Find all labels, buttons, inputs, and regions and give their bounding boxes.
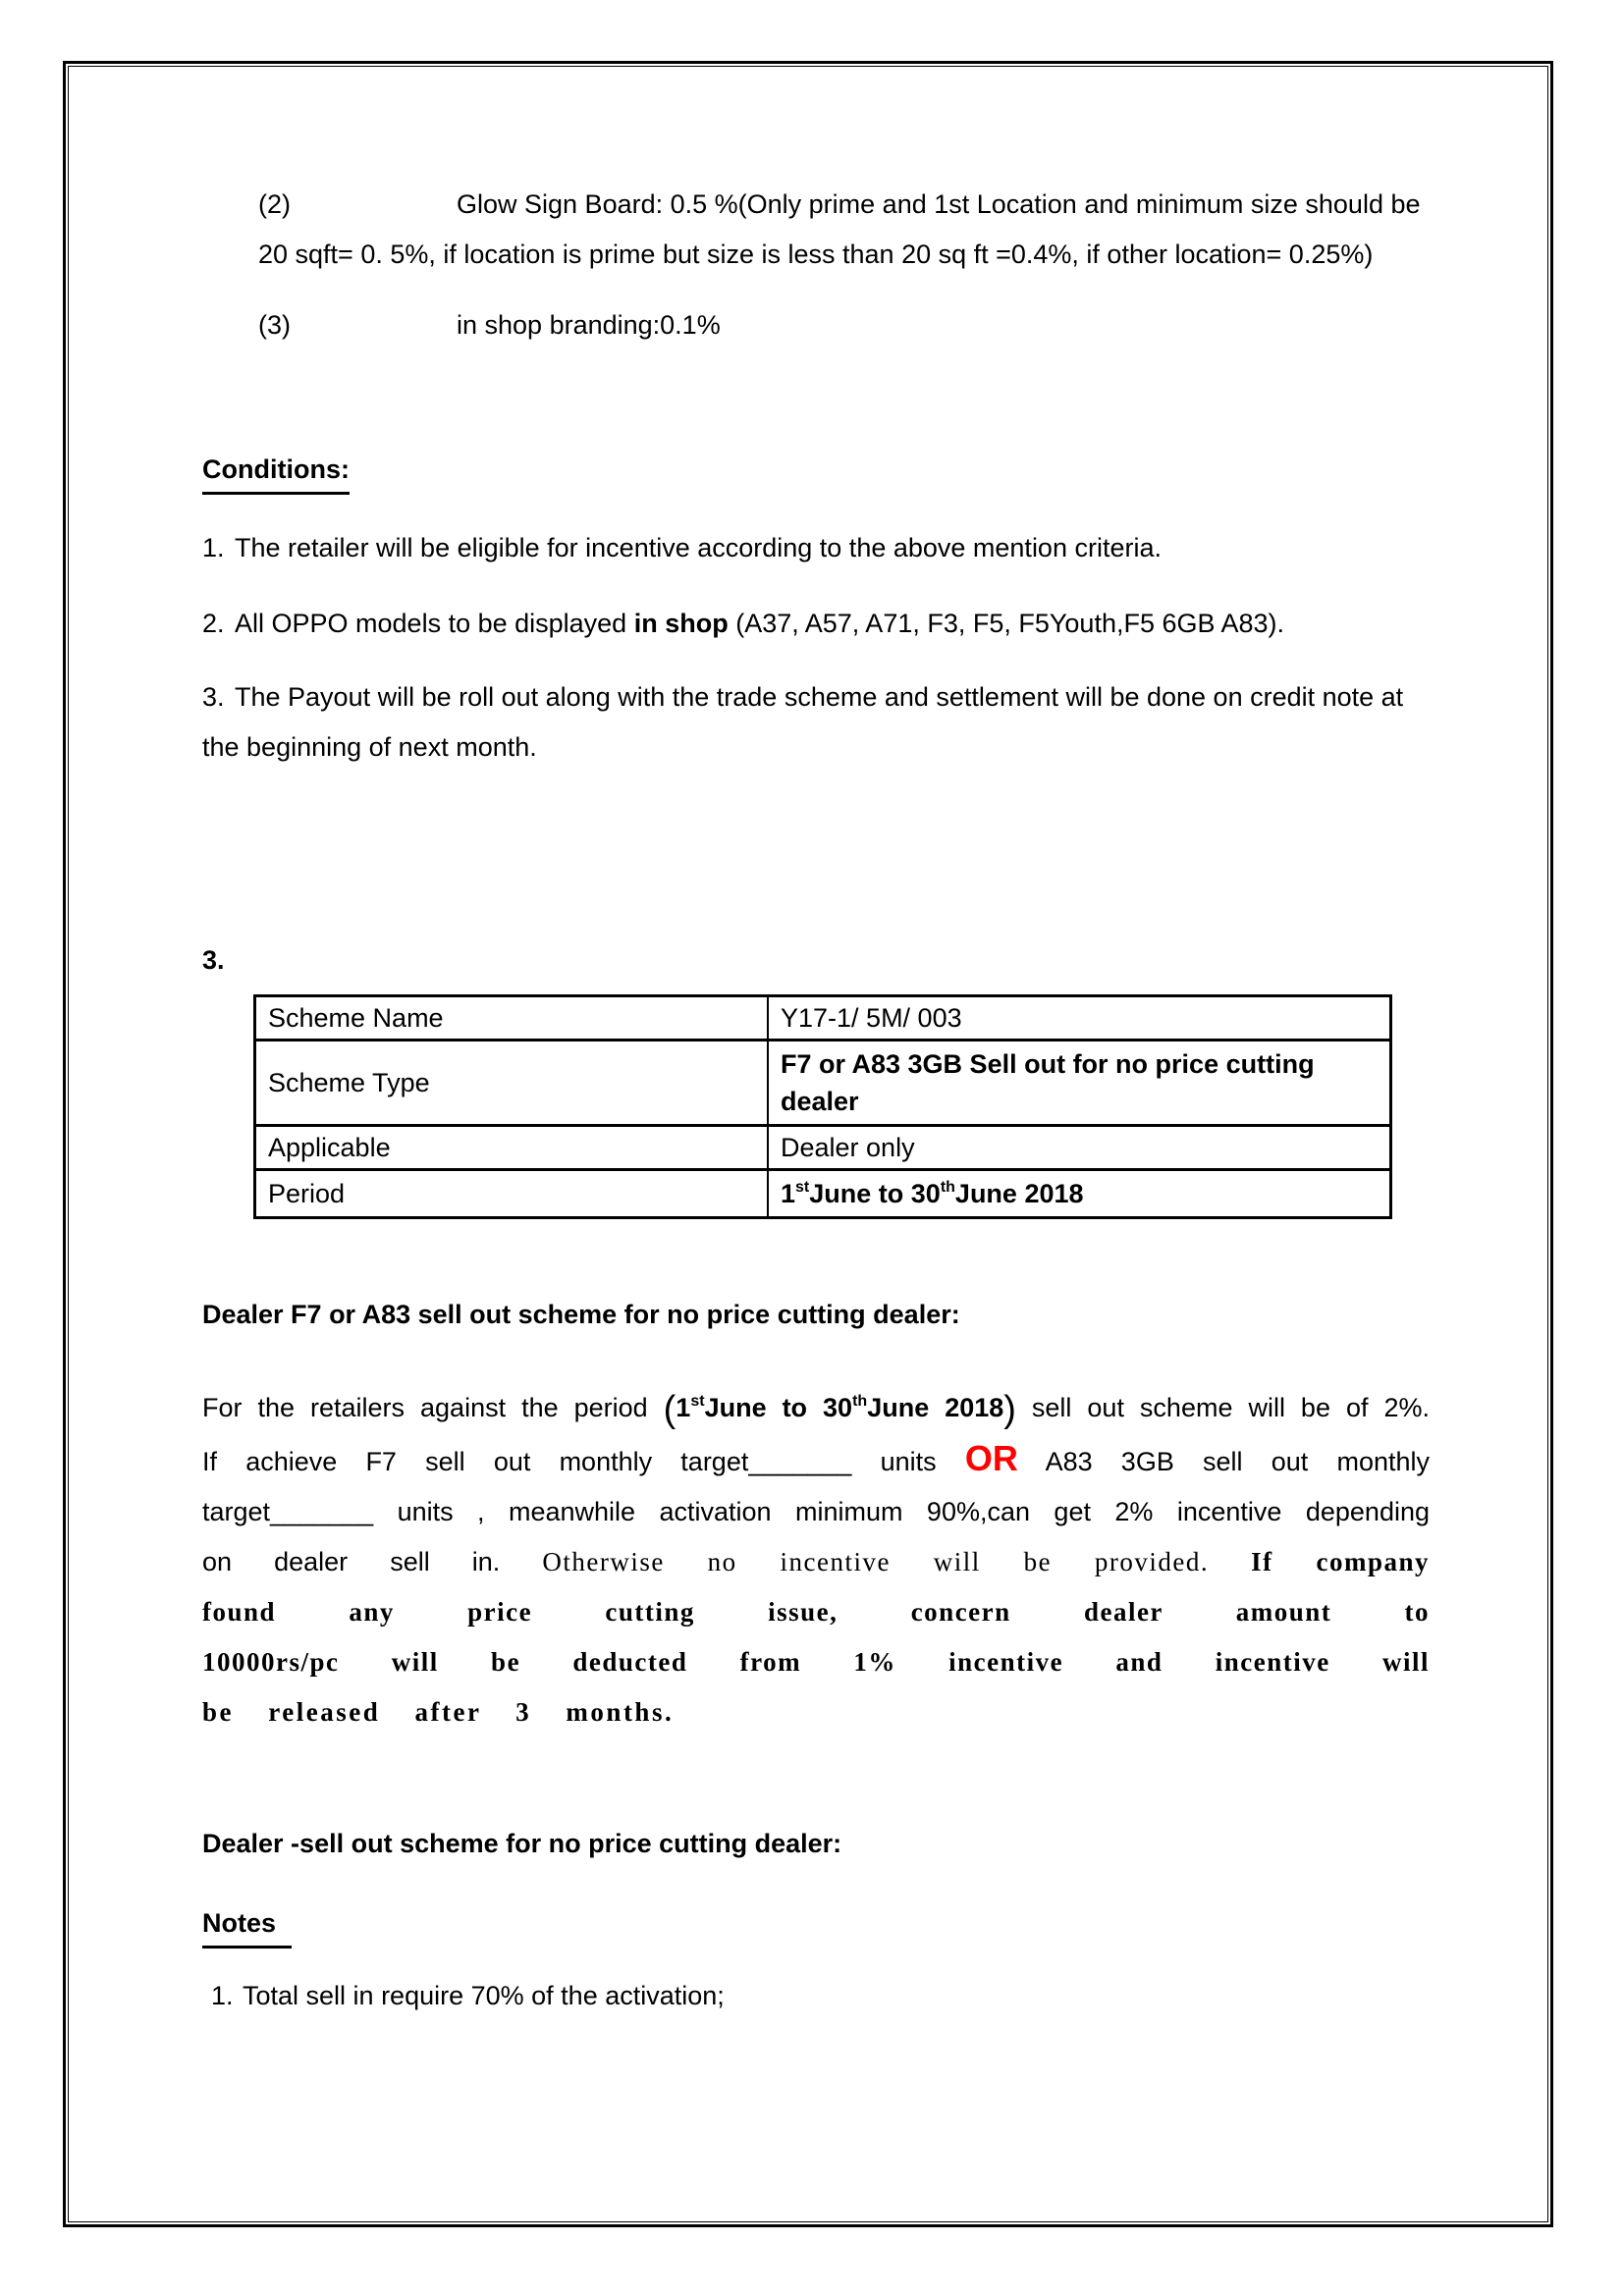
condition-item-2 xyxy=(202,599,1424,649)
paragraph-glow-sign-board xyxy=(258,180,1427,280)
scheme-paragraph xyxy=(202,1383,1430,1737)
paragraph-in-shop-branding xyxy=(258,300,1427,350)
dealer-sellout-heading: Dealer -sell out scheme for no price cutting dealer: xyxy=(202,1829,842,1858)
scheme-type-label: Scheme Type xyxy=(255,1041,769,1126)
glow-sign-board-text: Glow Sign Board: 0.5 %(Only prime and 1st Location and minimum size should be 20 sqft= 0. 5%, if location is prime but size is less than 20 sq ft =0.4%, if other location= 0.25%) xyxy=(258,189,1421,269)
scheme-name-label: Scheme Name xyxy=(255,996,769,1041)
page-content xyxy=(69,67,1547,2221)
period-ordinal-st: st xyxy=(795,1179,810,1196)
period-inline-mid: June to 30 xyxy=(704,1393,853,1422)
table-row-scheme-name xyxy=(255,996,1391,1041)
period-end: June 2018 xyxy=(954,1179,1084,1208)
close-paren: ) xyxy=(1003,1389,1016,1430)
condition-item-3 xyxy=(202,672,1424,773)
period-ordinal-th: th xyxy=(940,1179,955,1196)
scheme-paragraph-line-1 xyxy=(202,1383,1430,1433)
page-border-inner xyxy=(68,66,1548,2222)
line4-serif: Otherwise no incentive will be provided. xyxy=(542,1547,1210,1576)
table-row-scheme-type xyxy=(255,1041,1391,1126)
scheme-name-value: Y17-1/ 5M/ 003 xyxy=(768,996,1391,1041)
scheme-paragraph-line-6: 10000rs/pc will be deducted from 1% incentive and incentive will xyxy=(202,1647,1430,1677)
line2-lead: If achieve F7 sell out monthly target_______ units xyxy=(202,1447,937,1476)
scheme-paragraph-line-4 xyxy=(202,1537,1430,1587)
scheme-table xyxy=(253,994,1392,1219)
list-marker-2: (2) xyxy=(258,189,291,219)
condition-2-text-pre: All OPPO models to be displayed xyxy=(235,609,634,638)
condition-2-text-bold: in shop xyxy=(633,609,729,638)
scheme-type-value: F7 or A83 3GB Sell out for no price cutting dealer xyxy=(768,1041,1391,1126)
table-row-applicable xyxy=(255,1126,1391,1170)
scheme-paragraph-line-7: be released after 3 months. xyxy=(202,1697,675,1727)
period-label: Period xyxy=(255,1170,769,1218)
condition-2-number: 2. xyxy=(202,609,225,638)
condition-1-text: The retailer will be eligible for incentive according to the above mention criteria. xyxy=(235,533,1162,562)
period-day-1: 1 xyxy=(781,1179,796,1208)
scheme-paragraph-line-3: target_______ units , meanwhile activation minimum 90%,can get 2% incentive depending xyxy=(202,1497,1430,1526)
notes-heading: Notes xyxy=(202,1901,292,1949)
line1-lead: For the retailers against the period xyxy=(202,1393,664,1422)
note-item-1 xyxy=(202,1971,1424,2021)
applicable-label: Applicable xyxy=(255,1126,769,1170)
condition-3-text: The Payout will be roll out along with the trade scheme and settlement will be done on credit note at the beginning of next month. xyxy=(202,682,1404,762)
or-emphasis: OR xyxy=(964,1438,1018,1478)
condition-item-1 xyxy=(202,523,1424,573)
scheme-paragraph-line-2 xyxy=(202,1433,1430,1487)
scheme-paragraph-line-5: found any price cutting issue, concern dealer amount to xyxy=(202,1597,1430,1627)
note-1-text: Total sell in require 70% of the activation; xyxy=(243,1981,725,2010)
notes-heading-wrap xyxy=(202,1898,1424,1949)
period-mid: June to 30 xyxy=(809,1179,941,1208)
period-inline-end: June 2018 xyxy=(867,1393,1004,1422)
line4-sans: on dealer sell in. xyxy=(202,1547,501,1576)
dealer-f7-a83-heading: Dealer F7 or A83 sell out scheme for no price cutting dealer: xyxy=(202,1300,960,1329)
conditions-heading-wrap xyxy=(202,445,1424,495)
period-inline-th: th xyxy=(852,1393,868,1410)
table-row-period xyxy=(255,1170,1391,1218)
applicable-value: Dealer only xyxy=(768,1126,1391,1170)
condition-3-number: 3. xyxy=(202,682,225,712)
condition-2-text-post: (A37, A57, A71, F3, F5, F5Youth,F5 6GB A83). xyxy=(728,609,1285,638)
period-inline-st: st xyxy=(690,1393,705,1410)
conditions-heading: Conditions: xyxy=(202,448,350,495)
page-border-outer xyxy=(63,61,1553,2227)
line4-serif-bold: If company xyxy=(1251,1547,1430,1576)
list-marker-3: (3) xyxy=(258,310,291,340)
in-shop-branding-text: in shop branding:0.1% xyxy=(457,310,721,340)
line1-tail: sell out scheme will be of 2%. xyxy=(1015,1393,1430,1422)
section-3-label: 3. xyxy=(202,945,225,975)
period-inline-day: 1 xyxy=(676,1393,691,1422)
note-1-number: 1. xyxy=(211,1981,234,2010)
condition-1-number: 1. xyxy=(202,533,225,562)
line2-tail: A83 3GB sell out monthly xyxy=(1045,1447,1430,1476)
period-value xyxy=(768,1170,1391,1218)
open-paren: ( xyxy=(663,1389,676,1430)
